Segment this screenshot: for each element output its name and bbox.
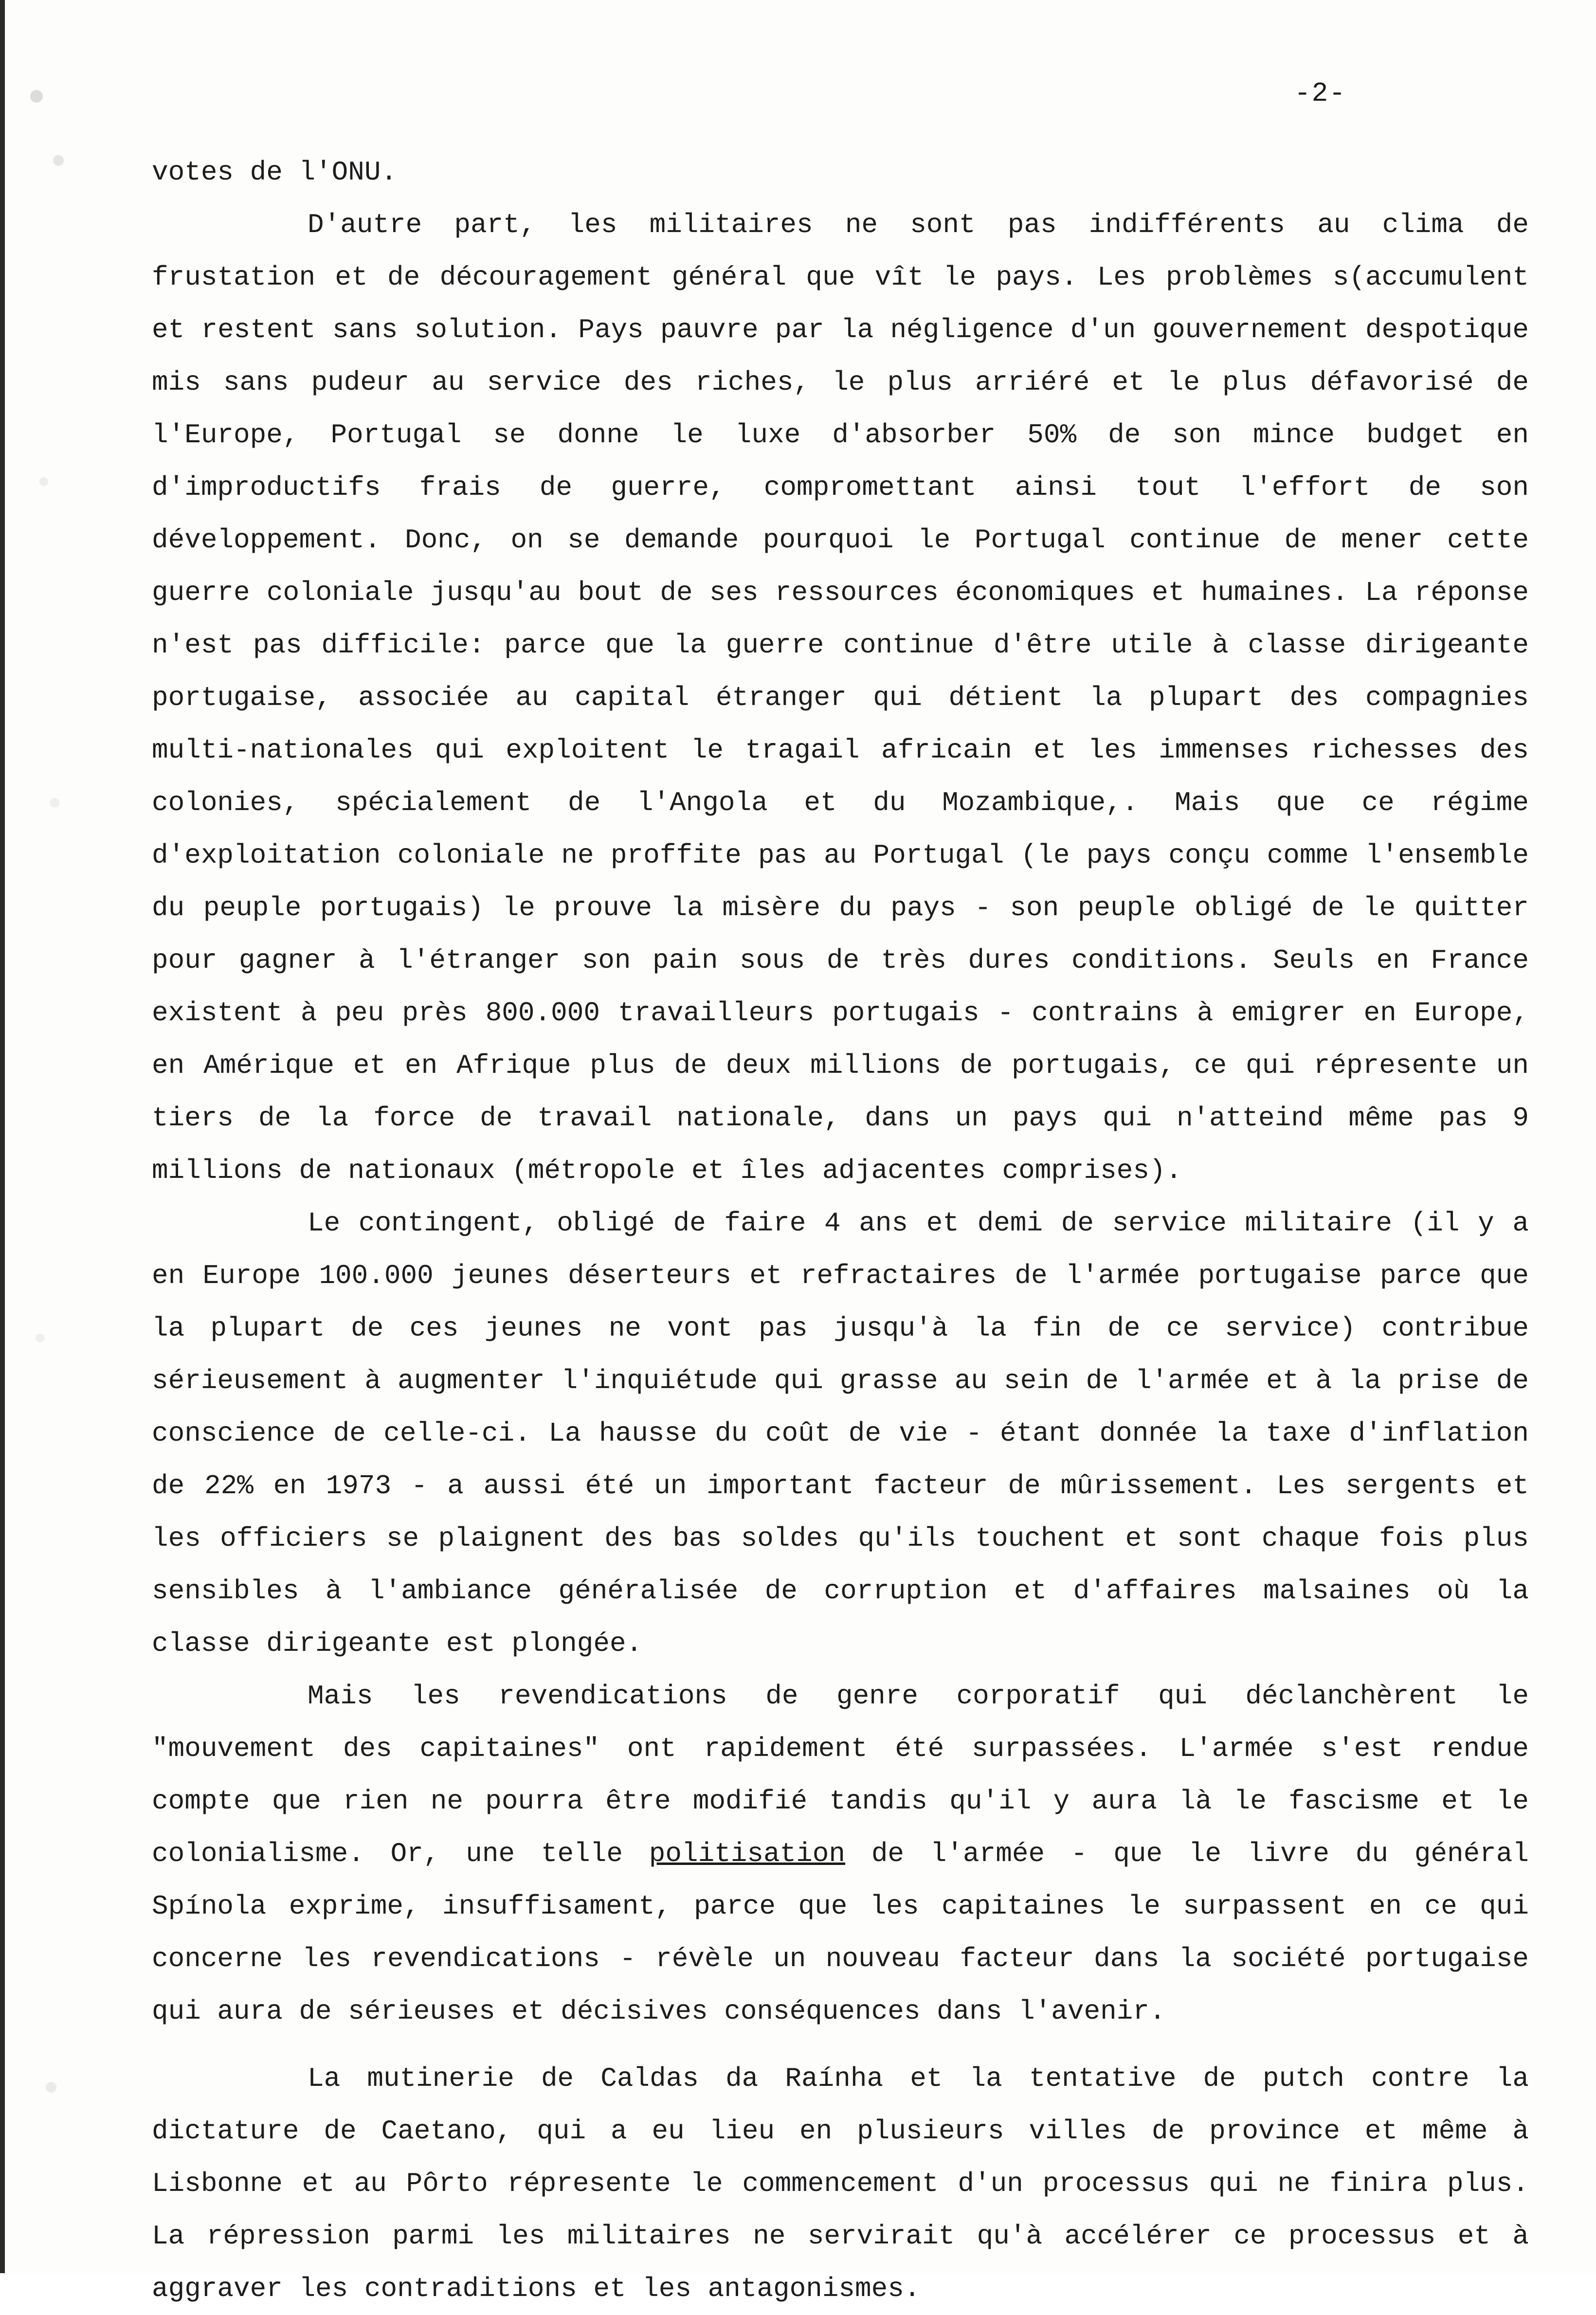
paragraph-3: Le contingent, obligé de faire 4 ans et demi de service militaire (il y a en Europe 100.000 jeunes déserteurs et refractaires de l'armée portugaise parce que la plupart de ces jeunes ne vont pas jusqu'à la fin de ce service) contribue sérieusement à augmenter l'inquiétude qui grasse au sein de l'armée et à la prise de conscience de celle-ci. La hausse du coût de vie - étant donnée la taxe d'inflation de 22% en 1973 - a aussi été un important facteur de mûrissement. Les sergents et les officiers se plaignent des bas soldes qu'ils touchent et sont chaque fois plus sensibles à l'ambiance généralisée de corruption et d'affaires malsaines où la classe dirigeante est plongée. <box>152 1208 1529 1659</box>
scan-left-edge <box>0 0 5 2273</box>
paragraph-4-text-after: de l'armée - que le livre du général Spínola exprime, insuffisament, parce que les capitaines le surpassent en ce qui concerne les revendications - révèle un nouveau facteur dans la société portugaise qui aura de sérieuses et décisives conséquences dans l'avenir. <box>152 1838 1529 2027</box>
paragraph-4 <box>152 1670 1529 2038</box>
scan-margin-noise <box>15 54 88 2194</box>
document-body <box>152 146 1529 2315</box>
paragraph-5: La mutinerie de Caldas da Raínha et la tentative de putch contre la dictature de Caetano, qui a eu lieu en plusieurs villes de province et même à Lisbonne et au Pôrto répresente le commencement d'un processus qui ne finira plus. La répression parmi les militaires ne servirait qu'à accélérer ce processus et à aggraver les contraditions et les antagonismes. <box>152 2063 1529 2304</box>
page-number: -2- <box>1294 78 1346 109</box>
paragraph-2: D'autre part, les militaires ne sont pas indifférents au clima de frustation et de découragement général que vît le pays. Les problèmes s(accumulent et restent sans solution. Pays pauvre par la négligence d'un gouvernement despotique mis sans pudeur au service des riches, le plus arriéré et le plus défavorisé de l'Europe, Portugal se donne le luxe d'absorber 50% de son mince budget en d'improductifs frais de guerre, compromettant ainsi tout l'effort de son développement. Donc, on se demande pourquoi le Portugal continue de mener cette guerre coloniale jusqu'au bout de ses ressources économiques et humaines. La réponse n'est pas difficile: parce que la guerre continue d'être utile à classe dirigeante portugaise, associée au capital étranger qui détient la plupart des compagnies multi-nationales qui exploitent le tragail africain et les immenses richesses des colonies, spécialement de l'Angola et du Mozambique,. Mais que ce régime d'exploitation coloniale ne proffite pas au Portugal (le pays conçu comme l'ensemble du peuple portugais) le prouve la misère du pays - son peuple obligé de le quitter pour gagner à l'étranger son pain sous de très dures conditions. Seuls en France existent à peu près 800.000 travailleurs portugais - contrains à emigrer en Europe, en Amérique et en Afrique plus de deux millions de portugais, ce qui répresente un tiers de la force de travail nationale, dans un pays qui n'atteind même pas 9 millions de nationaux (métropole et îles adjacentes comprises). <box>152 209 1529 1186</box>
paragraph-1: votes de l'ONU. <box>152 157 398 188</box>
underlined-word-politisation: politisation <box>649 1838 846 1869</box>
paragraph-4-text-before: Mais les revendications de genre corporatif qui déclanchèrent le "mouvement des capitaines" ont rapidement été surpassées. L'armée s'est rendue compte que rien ne pourra être modifié tandis qu'il y aura là le fascisme et le colonialisme. Or, une telle <box>152 1681 1529 1869</box>
